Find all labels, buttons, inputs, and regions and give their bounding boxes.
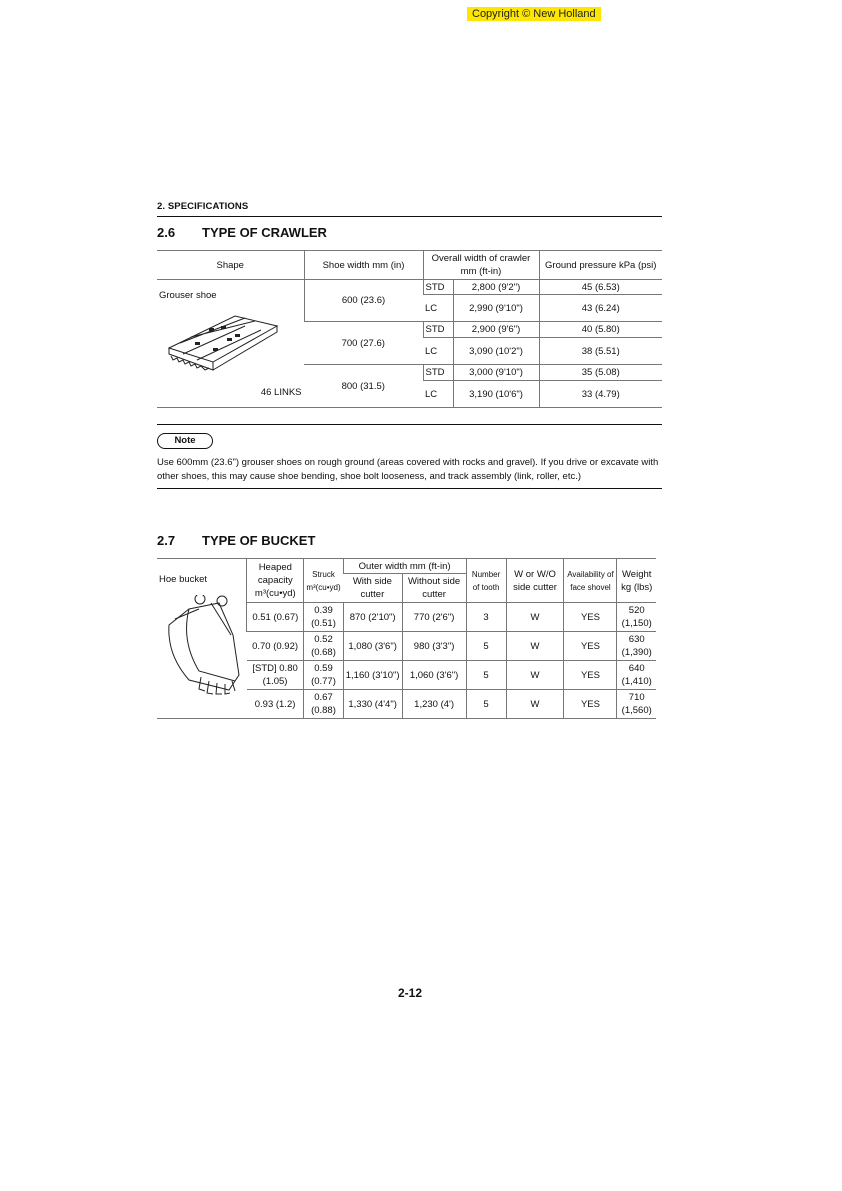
width-cell: 2,900 (9'6"): [453, 322, 539, 338]
type-cell: STD: [423, 280, 453, 295]
pressure-cell: 43 (6.24): [539, 295, 662, 322]
with-side-cell: 1,160 (3'10"): [343, 661, 402, 690]
links-label: 46 LINKS: [260, 387, 302, 398]
header-with-side: With side cutter: [343, 574, 402, 603]
weight-cell: 630 (1,390): [617, 632, 656, 661]
with-side-cell: 870 (2'10"): [343, 603, 402, 632]
header-shoe-width: Shoe width mm (in): [304, 251, 423, 280]
crawler-heading: [157, 225, 327, 240]
header-heaped: Heaped capacity m³(cu•yd): [247, 559, 304, 603]
availability-cell: YES: [564, 632, 617, 661]
heaped-cell: 0.70 (0.92): [247, 632, 304, 661]
header-outer-width: Outer width mm (ft-in): [343, 559, 466, 574]
header-teeth: Number of tooth: [466, 559, 506, 603]
struck-cell: 0.59 (0.77): [304, 661, 343, 690]
crawler-table-header: [157, 251, 662, 280]
wo-cell: W: [506, 661, 564, 690]
type-cell: STD: [423, 322, 453, 338]
hoe-bucket-label: Hoe bucket: [159, 574, 208, 585]
header-weight: Weight kg (lbs): [617, 559, 656, 603]
table-row: [157, 603, 656, 632]
bucket-table-header: [157, 559, 656, 574]
note-badge: Note: [157, 433, 213, 449]
teeth-cell: 5: [466, 690, 506, 719]
copyright-banner: Copyright © New Holland: [467, 7, 601, 21]
with-side-cell: 1,330 (4'4"): [343, 690, 402, 719]
header-availability: Availability of face shovel: [564, 559, 617, 603]
wo-cell: W: [506, 690, 564, 719]
shoe-width-cell: 600 (23.6): [304, 280, 423, 322]
page-number: 2-12: [398, 986, 423, 1000]
width-cell: 3,000 (9'10"): [453, 365, 539, 381]
bucket-heading-number: 2.7: [157, 533, 176, 548]
type-cell: LC: [423, 295, 453, 322]
wo-cell: W: [506, 632, 564, 661]
header-without-side: Without side cutter: [402, 574, 466, 603]
pressure-cell: 38 (5.51): [539, 338, 662, 365]
availability-cell: YES: [564, 603, 617, 632]
without-side-cell: 770 (2'6"): [402, 603, 466, 632]
wo-cell: W: [506, 603, 564, 632]
bucket-image-cell: [157, 603, 247, 719]
without-side-cell: 980 (3'3"): [402, 632, 466, 661]
note-bottom-rule: [157, 488, 662, 489]
bucket-heading-title: TYPE OF BUCKET: [202, 533, 316, 548]
header-overall-width: Overall width of crawler mm (ft-in): [423, 251, 539, 280]
with-side-cell: 1,080 (3'6"): [343, 632, 402, 661]
grouser-shoe-label: Grouser shoe: [159, 290, 217, 301]
heaped-cell: [STD] 0.80 (1.05): [247, 661, 304, 690]
shape-cell: [157, 280, 304, 408]
header-ground-pressure: Ground pressure kPa (psi): [539, 251, 662, 280]
pressure-cell: 35 (5.08): [539, 365, 662, 381]
type-cell: STD: [423, 365, 453, 381]
teeth-cell: 5: [466, 661, 506, 690]
shoe-width-cell: 800 (31.5): [304, 365, 423, 408]
availability-cell: YES: [564, 661, 617, 690]
without-side-cell: 1,060 (3'6"): [402, 661, 466, 690]
heaped-cell: 0.93 (1.2): [247, 690, 304, 719]
width-cell: 2,990 (9'10"): [453, 295, 539, 322]
bucket-heading: [157, 533, 315, 548]
weight-cell: 710 (1,560): [617, 690, 656, 719]
note-top-rule: [157, 424, 662, 425]
width-cell: 3,090 (10'2"): [453, 338, 539, 365]
crawler-heading-title: TYPE OF CRAWLER: [202, 225, 327, 240]
weight-cell: 640 (1,410): [617, 661, 656, 690]
without-side-cell: 1,230 (4'): [402, 690, 466, 719]
hoe-bucket-illustration: [159, 595, 243, 697]
struck-cell: 0.67 (0.88): [304, 690, 343, 719]
header-struck: Struck m³(cu•yd): [304, 559, 343, 603]
section-header: 2. SPECIFICATIONS: [157, 201, 249, 212]
availability-cell: YES: [564, 690, 617, 719]
crawler-table: [157, 250, 662, 408]
struck-cell: 0.39 (0.51): [304, 603, 343, 632]
pressure-cell: 40 (5.80): [539, 322, 662, 338]
weight-cell: 520 (1,150): [617, 603, 656, 632]
grouser-shoe-illustration: [165, 308, 285, 378]
pressure-cell: 45 (6.53): [539, 280, 662, 295]
header-shape: Shape: [157, 251, 304, 280]
table-row: [157, 280, 662, 295]
bucket-table: [157, 558, 656, 719]
section-rule: [157, 216, 662, 217]
width-cell: 2,800 (9'2"): [453, 280, 539, 295]
heaped-cell: 0.51 (0.67): [247, 603, 304, 632]
type-cell: LC: [423, 338, 453, 365]
width-cell: 3,190 (10'6"): [453, 381, 539, 408]
teeth-cell: 3: [466, 603, 506, 632]
struck-cell: 0.52 (0.68): [304, 632, 343, 661]
pressure-cell: 33 (4.79): [539, 381, 662, 408]
teeth-cell: 5: [466, 632, 506, 661]
shoe-width-cell: 700 (27.6): [304, 322, 423, 365]
type-cell: LC: [423, 381, 453, 408]
note-text: Use 600mm (23.6") grouser shoes on rough ground (areas covered with rocks and gravel). If you drive or excavate with other shoes, this may cause shoe bending, shoe bolt looseness, and track assembly (link, roller, etc.): [157, 457, 659, 482]
crawler-heading-number: 2.6: [157, 225, 176, 240]
header-side-cutter: W or W/O side cutter: [506, 559, 564, 603]
